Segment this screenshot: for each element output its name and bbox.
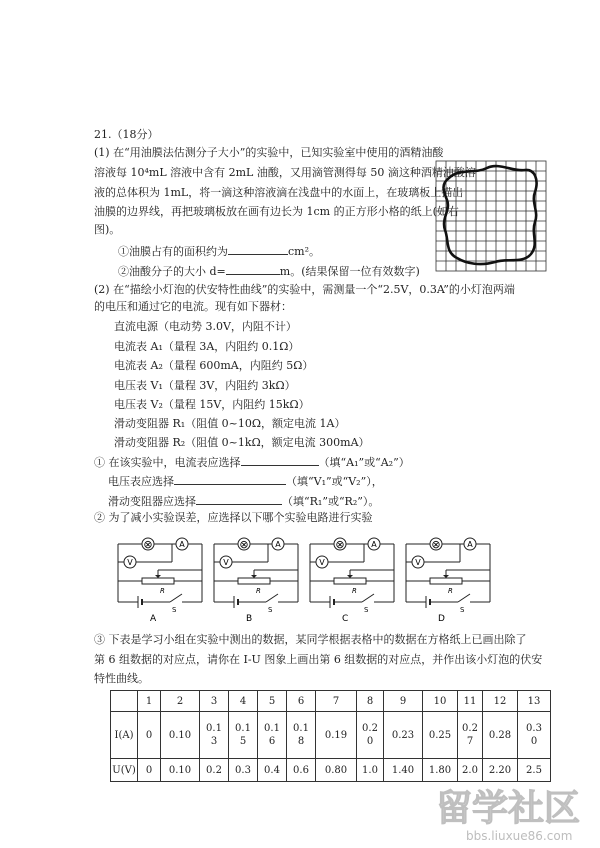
voltage-cell: 0.4 (258, 759, 287, 782)
svg-text:⊗: ⊗ (431, 538, 441, 551)
header-cell: 6 (287, 691, 316, 712)
header-cell: 8 (357, 691, 384, 712)
voltage-cell: 1.0 (357, 759, 384, 782)
answer-blank-area[interactable] (228, 243, 288, 255)
current-cell: 0.28 (483, 712, 518, 759)
select-ammeter-suffix: （填“A₁”或“A₂”） (318, 456, 410, 469)
header-cell: 2 (161, 691, 200, 712)
rheostat-label: R (448, 587, 453, 595)
part1-question-size (118, 263, 420, 279)
current-cell: 0.1 6 (258, 712, 287, 759)
equipment-7: 滑动变阻器 R₂（阻值 0~1kΩ，额定电流 300mA） (114, 436, 370, 449)
circuit-label-a: A (150, 614, 157, 624)
current-cell: 0.23 (384, 712, 423, 759)
question-area-label: ①油膜占有的面积约为 (118, 245, 228, 258)
ammeter-icon (368, 538, 380, 550)
voltage-cell: 2.0 (458, 759, 483, 782)
oil-film-grid-figure (435, 160, 547, 272)
table-row-voltage (111, 759, 551, 782)
equipment-2: 电流表 A₁（量程 3A，内阻约 0.1Ω） (114, 340, 300, 353)
circuit-label-d: D (438, 614, 445, 624)
equipment-6: 滑动变阻器 R₁（阻值 0~10Ω，额定电流 1A） (114, 417, 346, 430)
part1-line-3: 液的总体积为 1mL，将一滴这种溶液滴在浅盘中的水面上，在玻璃板上描出 (94, 186, 464, 199)
ammeter-icon (176, 538, 188, 550)
part3-line-3: 特性曲线。 (94, 672, 149, 685)
svg-text:A: A (371, 540, 377, 549)
current-cell: 0.25 (423, 712, 458, 759)
voltmeter-icon (220, 556, 232, 568)
answer-blank-size[interactable] (226, 263, 280, 275)
part1-line-4: 油膜的边界线，再把玻璃板放在画有边长为 1cm 的正方形小格的纸上(如右 (94, 205, 459, 218)
current-cell: 0.2 0 (357, 712, 384, 759)
select-rheostat (108, 493, 379, 509)
header-cell (111, 691, 138, 712)
select-voltmeter-prefix: 电压表应选择 (108, 475, 174, 488)
svg-text:V: V (127, 558, 133, 567)
circuit-label-b: B (246, 614, 253, 624)
svg-text:A: A (467, 540, 473, 549)
switch-label: S (172, 606, 177, 614)
header-cell: 4 (229, 691, 258, 712)
circuit-b (214, 538, 298, 624)
circuit-d (406, 538, 490, 624)
current-cell: 0.10 (161, 712, 200, 759)
header-cell: 13 (518, 691, 551, 712)
question-size-label: ②油酸分子的大小 d= (118, 265, 226, 278)
question-area-unit: cm²。 (288, 245, 321, 258)
row-label-voltage: U(V) (111, 759, 138, 782)
part1-question-area (118, 243, 320, 259)
lamp-icon (142, 538, 154, 551)
current-cell: 0 (138, 712, 161, 759)
voltage-cell: 0.3 (229, 759, 258, 782)
header-cell: 1 (138, 691, 161, 712)
lamp-icon (238, 538, 250, 551)
equipment-1: 直流电源（电动势 3.0V，内阻不计） (114, 320, 297, 333)
circuit-diagrams (112, 530, 492, 625)
table-header-row (111, 691, 551, 712)
row-label-current: I(A) (111, 712, 138, 759)
circuit-question: ② 为了减小实验误差，应选择以下哪个实验电路进行实验 (94, 511, 373, 524)
voltmeter-icon (316, 556, 328, 568)
voltmeter-icon (124, 556, 136, 568)
current-cell: 0.2 7 (458, 712, 483, 759)
select-voltmeter (108, 473, 383, 489)
rheostat-label: R (160, 587, 165, 595)
header-cell: 12 (483, 691, 518, 712)
equipment-4: 电压表 V₁（量程 3V，内阻约 3kΩ） (114, 379, 296, 392)
ammeter-icon (272, 538, 284, 550)
svg-text:A: A (179, 540, 185, 549)
equipment-3: 电流表 A₂（量程 600mA，内阻约 5Ω） (114, 359, 314, 372)
svg-text:V: V (415, 558, 421, 567)
voltage-cell: 2.20 (483, 759, 518, 782)
voltage-cell: 1.80 (423, 759, 458, 782)
part2-line-2: 的电压和通过它的电流。现有如下器材： (94, 300, 292, 313)
voltage-cell: 1.40 (384, 759, 423, 782)
voltmeter-icon (412, 556, 424, 568)
circuit-c (310, 538, 394, 624)
rheostat-label: R (256, 587, 261, 595)
answer-blank-voltmeter[interactable] (174, 473, 286, 485)
voltage-cell: 0.80 (316, 759, 357, 782)
answer-blank-rheostat[interactable] (196, 493, 282, 505)
select-rheostat-suffix: （填“R₁”或“R₂”）。 (282, 495, 380, 508)
current-cell: 0.1 3 (200, 712, 229, 759)
svg-text:V: V (319, 558, 325, 567)
select-ammeter-prefix: ① 在该实验中，电流表应选择 (94, 456, 241, 469)
switch-label: S (460, 606, 465, 614)
header-cell: 3 (200, 691, 229, 712)
iu-data-table (110, 690, 551, 782)
svg-text:A: A (275, 540, 281, 549)
current-cell: 0.1 5 (229, 712, 258, 759)
lamp-icon (334, 538, 346, 551)
switch-label: S (364, 606, 369, 614)
problem-number: 21.（18分） (94, 128, 159, 141)
header-cell: 5 (258, 691, 287, 712)
site-watermark-logo (432, 780, 600, 846)
rheostat-label: R (352, 587, 357, 595)
select-rheostat-prefix: 滑动变阻器应选择 (108, 495, 196, 508)
part3-line-1: ③ 下表是学习小组在实验中测出的数据，某同学根据表格中的数据在方格纸上已画出除了 (94, 633, 527, 646)
svg-text:V: V (223, 558, 229, 567)
current-cell: 0.19 (316, 712, 357, 759)
header-cell: 9 (384, 691, 423, 712)
svg-text:bbs.liuxue86.com: bbs.liuxue86.com (466, 829, 573, 843)
select-ammeter (94, 454, 410, 470)
voltage-cell: 0.6 (287, 759, 316, 782)
svg-text:⊗: ⊗ (239, 538, 249, 551)
voltage-cell: 0.2 (200, 759, 229, 782)
question-size-unit: m。(结果保留一位有效数字) (279, 265, 420, 278)
part2-line-1: (2) 在“描绘小灯泡的伏安特性曲线”的实验中，需测量一个“2.5V，0.3A”的小灯泡两端 (94, 283, 515, 296)
voltage-cell: 0 (138, 759, 161, 782)
table-row-current (111, 712, 551, 759)
svg-text:⊗: ⊗ (143, 538, 153, 551)
part1-line-1: (1) 在“用油膜法估测分子大小”的实验中，已知实验室中使用的酒精油酸 (94, 146, 444, 159)
header-cell: 7 (316, 691, 357, 712)
current-cell: 0.3 0 (518, 712, 551, 759)
select-voltmeter-suffix: （填“V₁”或“V₂”）， (286, 475, 383, 488)
ammeter-icon (464, 538, 476, 550)
svg-text:留学社区: 留学社区 (436, 788, 581, 829)
header-cell: 11 (458, 691, 483, 712)
equipment-5: 电压表 V₂（量程 15V，内阻约 15kΩ） (114, 398, 310, 411)
part1-line-5: 图)。 (94, 223, 121, 236)
current-cell: 0.1 8 (287, 712, 316, 759)
lamp-icon (430, 538, 442, 551)
answer-blank-ammeter[interactable] (241, 454, 319, 466)
part1-line-2: 溶液每 10⁴mL 溶液中含有 2mL 油酸，又用滴管测得每 50 滴这种酒精油酸溶 (94, 166, 476, 179)
switch-label: S (268, 606, 273, 614)
voltage-cell: 2.5 (518, 759, 551, 782)
circuit-label-c: C (342, 614, 349, 624)
header-cell: 10 (423, 691, 458, 712)
circuit-a (118, 538, 202, 624)
voltage-cell: 0.10 (161, 759, 200, 782)
svg-text:⊗: ⊗ (335, 538, 345, 551)
part3-line-2: 第 6 组数据的对应点，请你在 I-U 图象上画出第 6 组数据的对应点，并作出该小灯泡的伏安 (94, 653, 543, 666)
